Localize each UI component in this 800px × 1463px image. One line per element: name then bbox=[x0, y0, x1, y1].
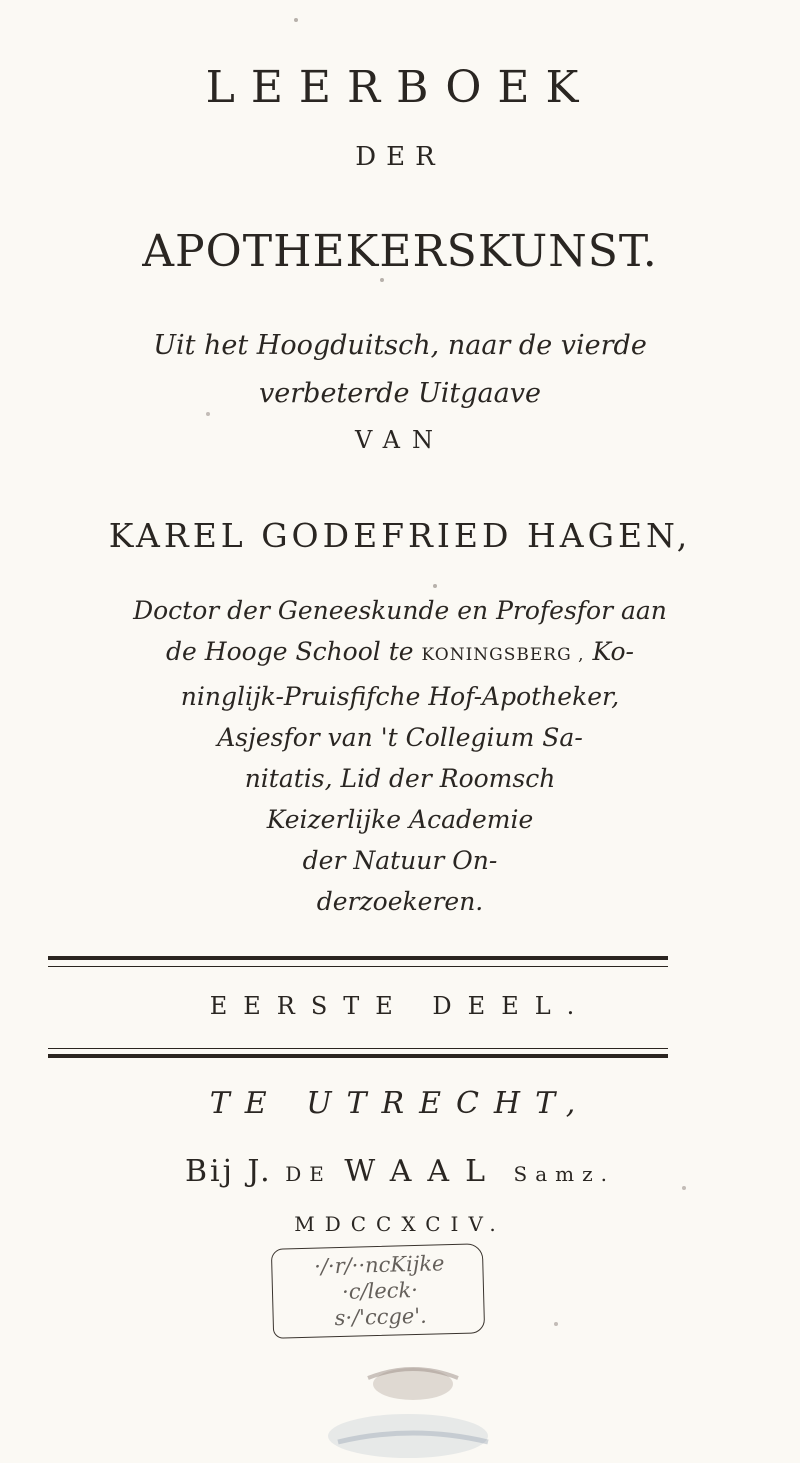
desc-line-6: Keizerlijke Academie bbox=[266, 805, 534, 834]
by-word: VAN bbox=[354, 426, 446, 454]
desc-line-2-pre: de Hooge School te bbox=[166, 637, 414, 666]
author-description bbox=[0, 590, 800, 922]
stamp-line-2: ·c/leck· bbox=[341, 1277, 419, 1304]
title-connector: DER bbox=[355, 142, 445, 172]
volume-label: EERSTE DEEL. bbox=[209, 992, 591, 1020]
book-title: LEERBOEK bbox=[205, 62, 595, 113]
stamp-line-1: ·/·r/··ncKijke bbox=[313, 1251, 445, 1279]
desc-line-2 bbox=[0, 631, 800, 676]
translation-note bbox=[0, 322, 800, 418]
divider-thin-top bbox=[48, 966, 668, 967]
imprint-place: TE UTRECHT, bbox=[209, 1086, 591, 1121]
city-name: KONINGSBERG , bbox=[421, 645, 585, 665]
translation-line-1: Uit het Hoogduitsch, naar de vierde bbox=[153, 330, 647, 361]
book-subject: APOTHEKERSKUNST. bbox=[142, 226, 658, 277]
desc-line-4: Asjesfor van 't Collegium Sa- bbox=[217, 723, 583, 752]
ownership-stamp bbox=[271, 1243, 485, 1339]
divider-thick-bottom bbox=[48, 1054, 668, 1058]
desc-line-8: derzoekeren. bbox=[316, 887, 484, 916]
divider-thick-top bbox=[48, 956, 668, 960]
translation-line-2: verbeterde Uitgaave bbox=[259, 378, 541, 409]
printer-post: Samz. bbox=[513, 1162, 616, 1186]
desc-line-3: ninglijk-Pruisfifche Hof-Apotheker, bbox=[180, 682, 620, 711]
imprint-year: MDCCXCIV. bbox=[294, 1212, 506, 1236]
desc-line-2-post: Ko- bbox=[592, 637, 634, 666]
author-name: KAREL GODEFRIED HAGEN, bbox=[108, 516, 692, 555]
desc-line-7: der Natuur On- bbox=[302, 846, 498, 875]
printer-pre: Bij J. bbox=[184, 1154, 273, 1189]
printer-de: DE bbox=[285, 1162, 332, 1186]
printer-name: WAAL bbox=[344, 1154, 501, 1189]
stamp-line-3: s·/'ccge'. bbox=[334, 1303, 428, 1331]
desc-line-5: nitatis, Lid der Roomsch bbox=[244, 764, 556, 793]
faded-library-stamp-image bbox=[318, 1354, 508, 1463]
imprint-printer bbox=[0, 1154, 800, 1189]
divider-thin-bottom bbox=[48, 1048, 668, 1049]
desc-line-1: Doctor der Geneeskunde en Profesfor aan bbox=[133, 596, 667, 625]
